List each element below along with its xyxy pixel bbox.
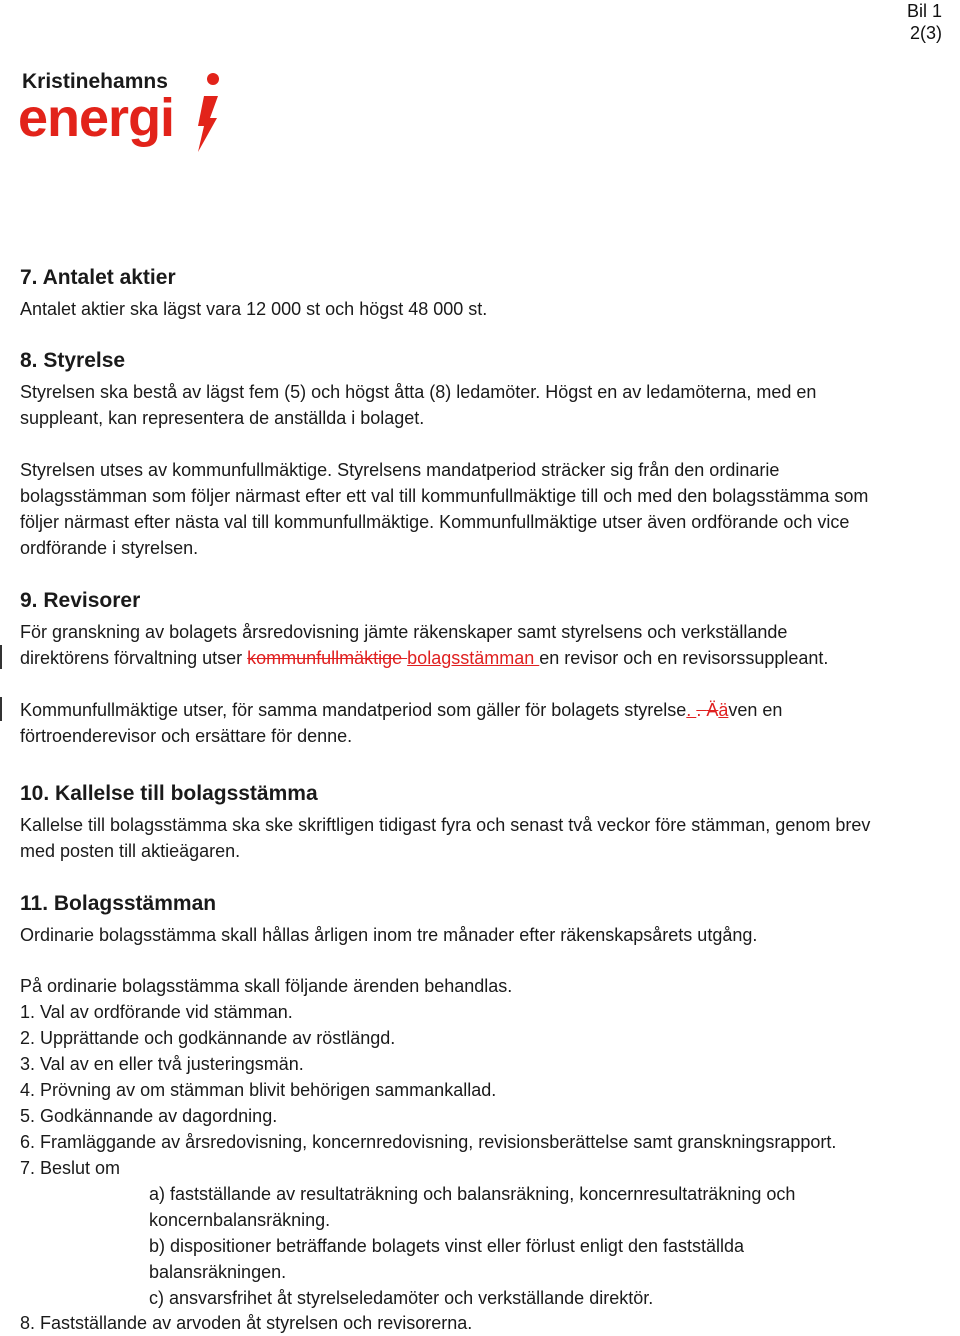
logo-dot-icon	[207, 73, 219, 85]
change-bar	[0, 645, 2, 669]
section-8-p1-line2: suppleant, kan representera de anställda i bolaget.	[20, 408, 425, 428]
section-8-heading: 8. Styrelse	[20, 349, 126, 372]
deleted-text: .	[696, 700, 707, 720]
change-bar	[0, 697, 2, 721]
section-10-line2: med posten till aktieägaren.	[20, 841, 241, 861]
section-9-p1-line2	[20, 645, 828, 671]
company-logo	[18, 68, 223, 154]
sub-list-item: a) fastställande av resultaträkning och balansräkning, koncernresultaträkning och	[149, 1184, 796, 1204]
list-item: 1. Val av ordförande vid stämman.	[20, 1002, 293, 1022]
section-7-heading: 7. Antalet aktier	[20, 266, 176, 289]
inserted-text: bolagsstämman	[407, 648, 540, 668]
text-run: Kommunfullmäktige utser, för samma mandatperiod som gäller för bolagets styrelse	[20, 700, 687, 720]
section-10-heading: 10. Kallelse till bolagsstämma	[20, 782, 318, 805]
logo-top-text: Kristinehamns	[22, 70, 168, 93]
deleted-text: Ä	[706, 700, 719, 720]
section-8-p1-line1: Styrelsen ska bestå av lägst fem (5) och högst åtta (8) ledamöter. Högst en av ledamöterna, med en	[20, 382, 817, 402]
deleted-text: kommunfullmäktige	[247, 648, 408, 668]
section-9-p2-line1	[20, 697, 782, 723]
section-8-p2-line4: ordförande i styrelsen.	[20, 538, 199, 558]
list-item: 2. Upprättande och godkännande av röstlängd.	[20, 1028, 396, 1048]
inserted-text: ä	[718, 700, 729, 720]
section-11-heading: 11. Bolagsstämman	[20, 892, 217, 915]
inserted-text: .	[686, 700, 697, 720]
list-item: 7. Beslut om	[20, 1158, 121, 1178]
list-item: 3. Val av en eller två justeringsmän.	[20, 1054, 304, 1074]
text-run: en revisor och en revisorssuppleant.	[539, 648, 829, 668]
sub-list-item: c) ansvarsfrihet åt styrelseledamöter och verkställande direktör.	[149, 1288, 654, 1308]
list-item: 5. Godkännande av dagordning.	[20, 1106, 278, 1126]
section-8-p2-line1: Styrelsen utses av kommunfullmäktige. Styrelsens mandatperiod sträcker sig från den ordinarie	[20, 460, 780, 480]
section-7-text: Antalet aktier ska lägst vara 12 000 st och högst 48 000 st.	[20, 299, 488, 319]
text-run: direktörens förvaltning utser	[20, 648, 248, 668]
section-10-line1: Kallelse till bolagsstämma ska ske skriftligen tidigast fyra och senast två veckor före stämman, genom brev	[20, 815, 871, 835]
lightning-bolt-icon	[198, 96, 218, 152]
page-number: 2(3)	[909, 23, 942, 43]
list-item: 4. Prövning av om stämman blivit behörigen sammankallad.	[20, 1080, 497, 1100]
logo-bottom-text: energi	[18, 88, 175, 148]
section-11-p2: På ordinarie bolagsstämma skall följande ärenden behandlas.	[20, 976, 513, 996]
section-8-p2-line3: följer närmast efter nästa val till kommunfullmäktige. Kommunfullmäktige utser även ordförande och vice	[20, 512, 850, 532]
list-item: 6. Framläggande av årsredovisning, koncernredovisning, revisionsberättelse samt granskningsrapport.	[20, 1132, 837, 1152]
section-9-p1-line1: För granskning av bolagets årsredovisning jämte räkenskaper samt styrelsens och verkställande	[20, 622, 788, 642]
section-8-p2-line2: bolagsstämman som följer närmast efter ett val till kommunfullmäktige till och med den bolagsstämma som	[20, 486, 869, 506]
sub-list-item: balansräkningen.	[149, 1262, 287, 1282]
sub-list-item: koncernbalansräkning.	[149, 1210, 331, 1230]
section-9-p2-line2: förtroenderevisor och ersättare för denne.	[20, 726, 353, 746]
text-run: ven en	[728, 700, 783, 720]
sub-list-item: b) dispositioner beträffande bolagets vinst eller förlust enligt den fastställda	[149, 1236, 745, 1256]
section-11-p1: Ordinarie bolagsstämma skall hållas årligen inom tre månader efter räkenskapsårets utgång.	[20, 925, 758, 945]
section-9-heading: 9. Revisorer	[20, 589, 141, 612]
list-item: 8. Fastställande av arvoden åt styrelsen och revisorerna.	[20, 1313, 473, 1333]
attachment-label: Bil 1	[906, 1, 942, 21]
